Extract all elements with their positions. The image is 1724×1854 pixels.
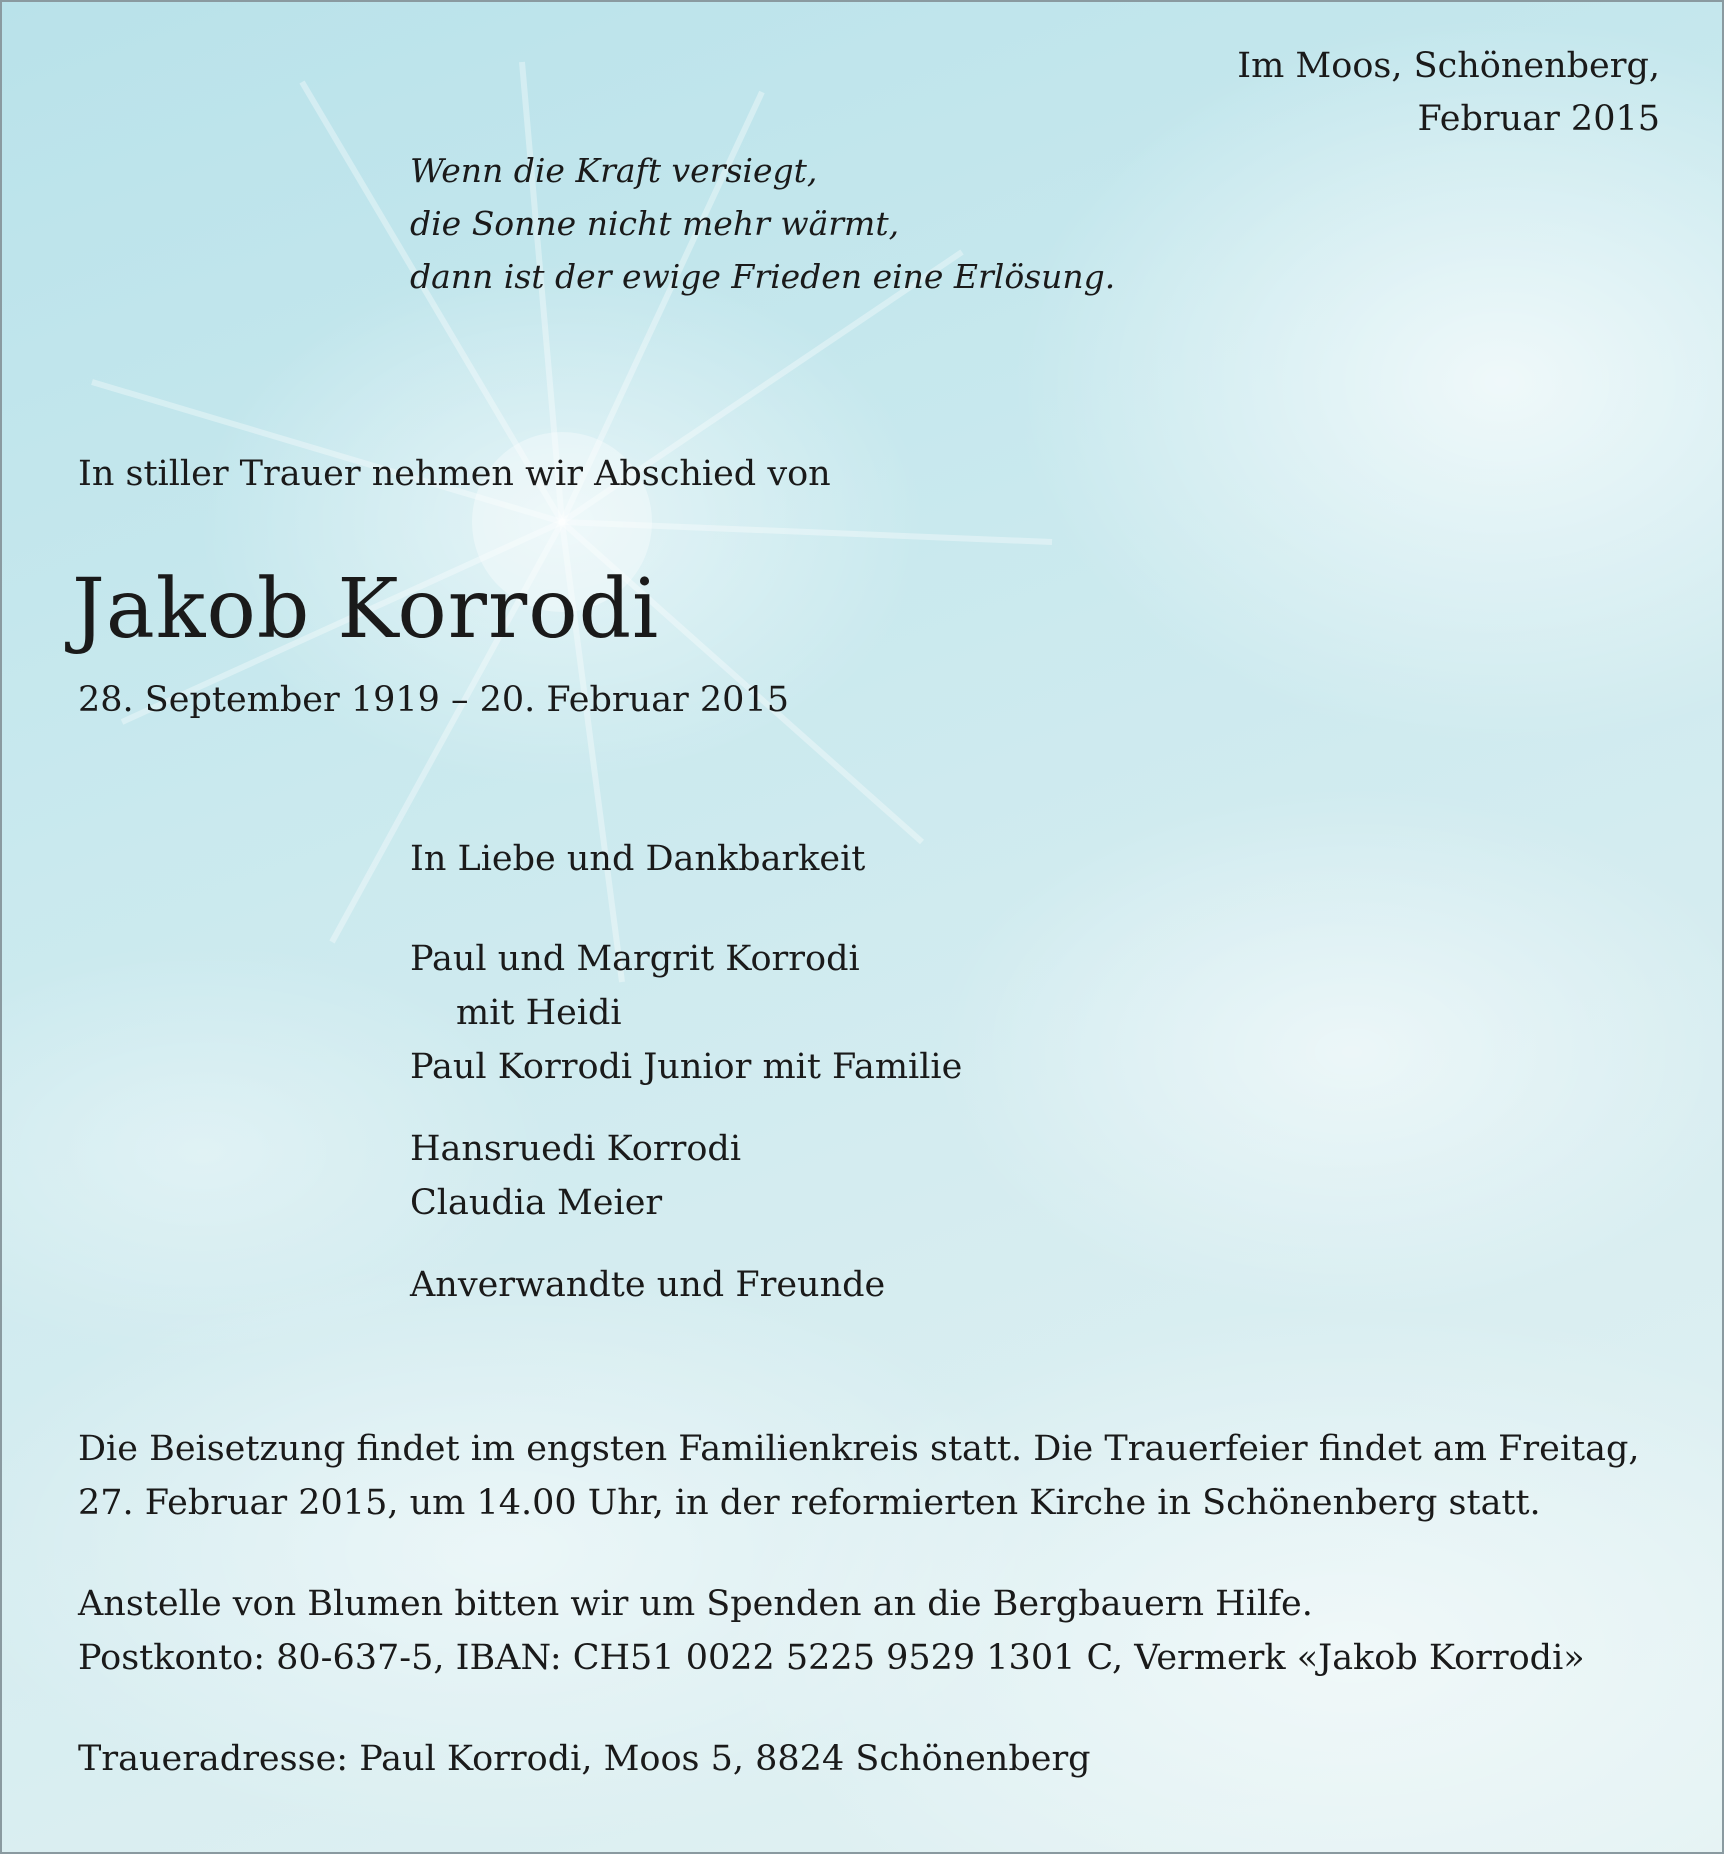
mourner-line: mit Heidi <box>456 993 622 1033</box>
donation-info <box>78 1577 1585 1685</box>
place-line: Im Moos, Schönenberg, <box>1237 46 1660 86</box>
verse <box>410 144 1115 303</box>
mourner-line: Paul Korrodi Junior mit Familie <box>410 1047 963 1087</box>
mourner-line: Paul und Margrit Korrodi <box>410 939 860 979</box>
verse-line: Wenn die Kraft versiegt, <box>410 151 818 190</box>
mourning-address: Traueradresse: Paul Korrodi, Moos 5, 8824 Schönenberg <box>78 1739 1091 1779</box>
donation-line: Postkonto: 80-637-5, IBAN: CH51 0022 5225 9529 1301 C, Vermerk «Jakob Korrodi» <box>78 1638 1585 1678</box>
funeral-info <box>78 1422 1640 1530</box>
mourner-line: Hansruedi Korrodi <box>410 1129 742 1169</box>
date-line: Februar 2015 <box>1417 99 1660 139</box>
deceased-name: Jakob Korrodi <box>72 562 660 657</box>
verse-line: die Sonne nicht mehr wärmt, <box>410 204 900 243</box>
funeral-line: Die Beisetzung findet im engsten Familienkreis statt. Die Trauerfeier findet am Freitag, <box>78 1429 1640 1469</box>
verse-line: dann ist der ewige Frieden eine Erlösung. <box>410 257 1116 296</box>
mourners-list <box>410 832 962 1312</box>
intro-text: In stiller Trauer nehmen wir Abschied von <box>78 454 831 494</box>
donation-line: Anstelle von Blumen bitten wir um Spenden an die Bergbauern Hilfe. <box>78 1584 1313 1624</box>
place-and-date <box>1237 40 1660 146</box>
mourner-line: Anverwandte und Freunde <box>410 1265 886 1305</box>
life-dates: 28. September 1919 – 20. Februar 2015 <box>78 680 789 720</box>
mourners-heading: In Liebe und Dankbarkeit <box>410 839 866 879</box>
funeral-line: 27. Februar 2015, um 14.00 Uhr, in der reformierten Kirche in Schönenberg statt. <box>78 1483 1541 1523</box>
mourner-line: Claudia Meier <box>410 1183 663 1223</box>
